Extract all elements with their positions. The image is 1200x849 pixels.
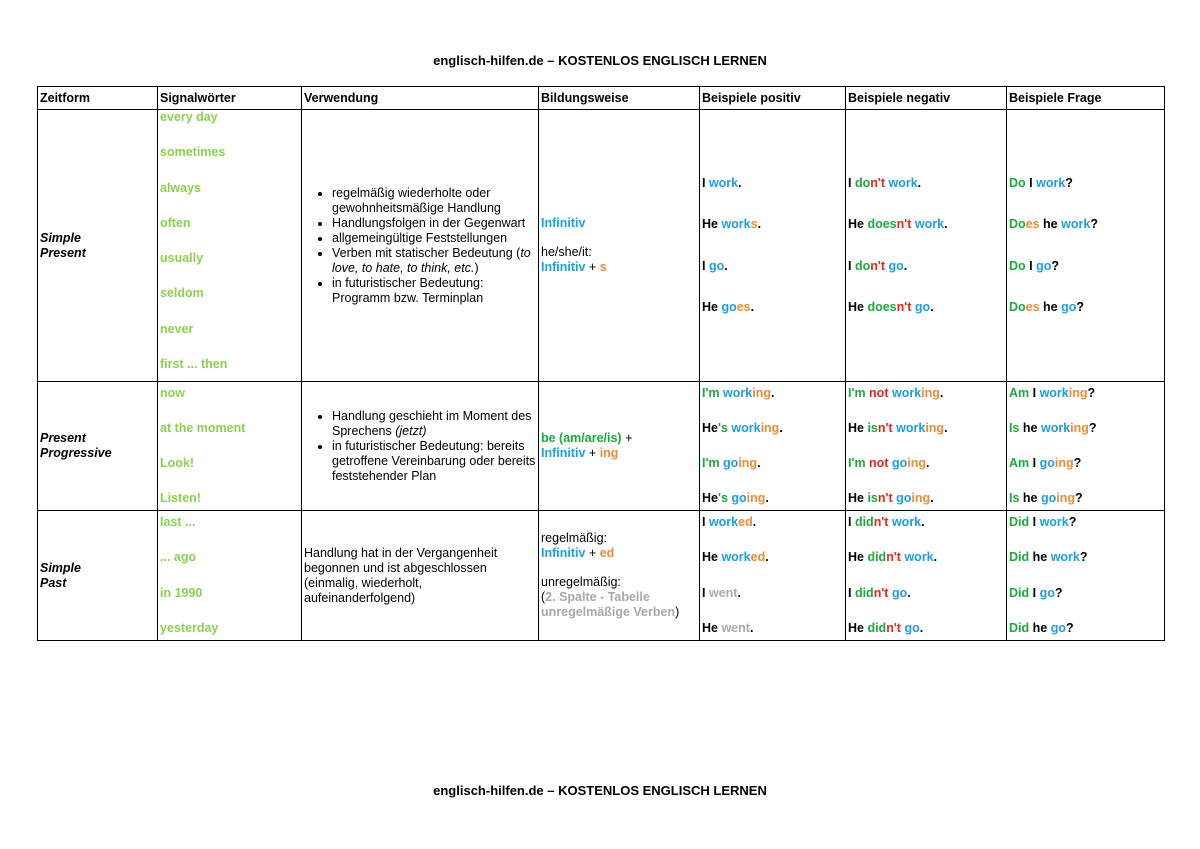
example-sentence: Did he work? xyxy=(1009,550,1088,565)
example-sentence: Did I go? xyxy=(1009,585,1063,600)
example-sentence: Did I work? xyxy=(1009,514,1077,529)
example-sentence: I didn't go. xyxy=(848,585,911,600)
example-sentence: Did he go? xyxy=(1009,621,1074,636)
example-sentence: Am I working? xyxy=(1009,386,1096,400)
question-examples-cell xyxy=(1007,511,1165,641)
example-sentence: I worked. xyxy=(702,514,757,529)
example-sentence: Does he work? xyxy=(1009,217,1098,232)
example-sentence: I'm not working. xyxy=(848,386,944,400)
signal-words-cell xyxy=(158,110,302,382)
signal-word: at the moment xyxy=(160,421,246,435)
formation-rule: regelmäßig: Infinitiv + ed unregelmäßig: (2. Spalte - Tabelle unregelmäßige Verben) xyxy=(541,531,680,619)
positive-examples-cell xyxy=(700,382,846,511)
example-sentence: He didn't work. xyxy=(848,550,938,565)
column-header: Bildungsweise xyxy=(539,87,700,110)
example-sentence: I didn't work. xyxy=(848,514,925,529)
tense-cell xyxy=(38,110,158,382)
usage-item: • Handlungsfolgen in der Gegenwart xyxy=(332,216,536,231)
page-header: englisch-hilfen.de – KOSTENLOS ENGLISCH LERNEN xyxy=(433,53,767,68)
example-sentence: He goes. xyxy=(702,300,755,315)
example-sentence: I went. xyxy=(702,585,741,600)
signal-word: seldom xyxy=(160,286,204,301)
example-sentence: Do I work? xyxy=(1009,175,1073,190)
usage-cell xyxy=(302,110,539,382)
usage-item: • Handlung geschieht im Moment des Sprechens (jetzt) xyxy=(332,409,536,439)
example-sentence: I'm not going. xyxy=(848,456,930,470)
example-sentence: He works. xyxy=(702,217,762,232)
example-sentence: I go. xyxy=(702,258,728,273)
signal-word: last ... xyxy=(160,514,196,529)
table-row xyxy=(38,511,1165,641)
usage-item: • in futuristischer Bedeutung: Programm bzw. Terminplan xyxy=(332,276,536,306)
example-sentence: He isn't going. xyxy=(848,491,934,505)
table-row xyxy=(38,110,1165,382)
column-header: Verwendung xyxy=(302,87,539,110)
example-sentence: I don't go. xyxy=(848,258,908,273)
signal-word: never xyxy=(160,321,194,336)
page-footer: englisch-hilfen.de – KOSTENLOS ENGLISCH LERNEN xyxy=(433,783,767,798)
signal-word: first ... then xyxy=(160,356,228,371)
example-sentence: Am I going? xyxy=(1009,456,1082,470)
header-row xyxy=(38,87,1165,110)
formation-rule: be (am/are/is) + Infinitiv + ing xyxy=(541,431,633,460)
signal-word: now xyxy=(160,386,185,400)
column-header: Beispiele positiv xyxy=(700,87,846,110)
signal-word: Listen! xyxy=(160,491,201,505)
tense-name: Present Progressive xyxy=(40,431,112,460)
example-sentence: He didn't go. xyxy=(848,621,924,636)
usage-item: • allgemeingültige Feststellungen xyxy=(332,231,536,246)
column-header: Signalwörter xyxy=(158,87,302,110)
formation-cell xyxy=(539,110,700,382)
tense-cell xyxy=(38,382,158,511)
example-sentence: He doesn't go. xyxy=(848,300,934,315)
formation-rule: Infinitiv he/she/it: Infinitiv + s xyxy=(541,216,607,274)
tense-name: Simple Past xyxy=(40,560,81,590)
usage-list xyxy=(304,186,536,306)
signal-word: sometimes xyxy=(160,145,226,160)
column-header: Beispiele Frage xyxy=(1007,87,1165,110)
usage-cell xyxy=(302,511,539,641)
signal-word: often xyxy=(160,215,191,230)
signal-word: ... ago xyxy=(160,550,197,565)
example-sentence: He worked. xyxy=(702,550,769,565)
usage-item: • in futuristischer Bedeutung: bereits getroffene Vereinbarung oder bereits feststehender Plan xyxy=(332,439,536,484)
positive-examples-cell xyxy=(700,110,846,382)
example-sentence: I work. xyxy=(702,175,742,190)
example-sentence: I'm working. xyxy=(702,386,775,400)
signal-word: yesterday xyxy=(160,621,219,636)
column-header: Beispiele negativ xyxy=(846,87,1007,110)
signal-word: every day xyxy=(160,110,218,124)
negative-examples-cell xyxy=(846,511,1007,641)
formation-cell xyxy=(539,382,700,511)
formation-cell xyxy=(539,511,700,641)
question-examples-cell xyxy=(1007,382,1165,511)
signal-word: usually xyxy=(160,251,204,266)
example-sentence: I don't work. xyxy=(848,175,922,190)
example-sentence: I'm going. xyxy=(702,456,761,470)
question-examples-cell xyxy=(1007,110,1165,382)
example-sentence: He's going. xyxy=(702,491,769,505)
usage-text: Handlung hat in der Vergangenheit begonnen und ist abgeschlossen (einmalig, wiederholt, aufeinanderfolgend) xyxy=(304,545,498,605)
table-row xyxy=(38,382,1165,511)
example-sentence: He's working. xyxy=(702,421,783,435)
column-header: Zeitform xyxy=(38,87,158,110)
example-sentence: Is he going? xyxy=(1009,491,1083,505)
usage-cell xyxy=(302,382,539,511)
signal-words-cell xyxy=(158,382,302,511)
negative-examples-cell xyxy=(846,110,1007,382)
example-sentence: He doesn't work. xyxy=(848,217,948,232)
example-sentence: Does he go? xyxy=(1009,300,1085,315)
tense-table xyxy=(37,86,1165,641)
tense-name: Simple Present xyxy=(40,230,86,260)
signal-word: in 1990 xyxy=(160,585,203,600)
usage-item: • Verben mit statischer Bedeutung (to love, to hate, to think, etc.) xyxy=(332,246,536,276)
usage-item: • regelmäßig wiederholte oder gewohnheitsmäßige Handlung xyxy=(332,186,536,216)
negative-examples-cell xyxy=(846,382,1007,511)
example-sentence: Is he working? xyxy=(1009,421,1097,435)
signal-words-cell xyxy=(158,511,302,641)
signal-word: always xyxy=(160,180,202,195)
example-sentence: Do I go? xyxy=(1009,258,1060,273)
tense-cell xyxy=(38,511,158,641)
positive-examples-cell xyxy=(700,511,846,641)
example-sentence: He isn't working. xyxy=(848,421,948,435)
signal-word: Look! xyxy=(160,456,195,470)
example-sentence: He went. xyxy=(702,621,754,636)
usage-list xyxy=(304,409,536,484)
